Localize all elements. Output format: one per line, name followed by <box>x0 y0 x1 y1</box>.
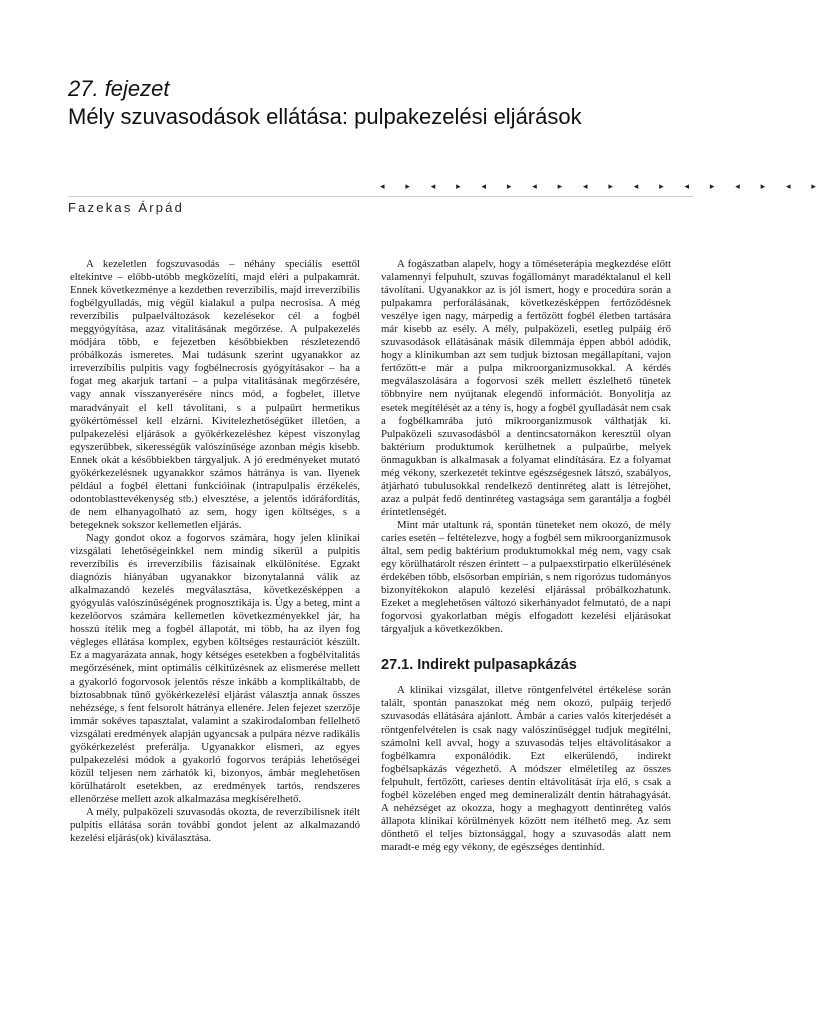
paragraph: A klinikai vizsgálat, illetve röntgenfelvétel értékelése során talált, spontán panaszokat még nem okozó, pulpáig terjedő szuvasodás ellátására ajánlott. Ámbár a caries valós kiterjedését a röntgenfelvételen is csak nagy valószínűséggel tudjuk megítélni, számolni kell avval, hogy a szuvasodás teljes eltávolításakor a fogbélkamra exponálódik. Ezt elkerülendő, indirekt fogbélsapkázás végezhető. A módszer elméletileg az összes felpuhult, fertőzött, carieses dentin eltávolítását írja elő, s csak a fogbél közelében enged meg demineralizált dentin hátrahagyását. A nehézséget az okozza, hogy a meghagyott dentinréteg valós állapota klinikai körülmények között nem ítélhető meg. Az sem dönthető el teljes biztonsággal, hogy a szuvasodás alatt nem maradt-e még egy vékony, de egészséges dentinhíd. <box>381 684 671 853</box>
right-column <box>381 258 671 854</box>
paragraph: A fogászatban alapelv, hogy a töméseterápia megkezdése előtt valamennyi felpuhult, szuvas fogállományt maradéktalanul el kell távolítani. Ugyanakkor az is jól ismert, hogy e procedúra során a pulpakamra perforálásának, következésképpen fertőződésnek veszélye igen nagy, márpedig a fertőzött fogbél életben tartására már kisebb az esély. A mély, pulpaközeli, esetleg pulpáig érő szuvasodások ellátásának másik dilemmája éppen abból adódik, hogy a klinikumban azt sem tudjuk biztosan megállapítani, vajon fertőzött-e már a pulpa mikroorganizmusokkal. A kérdés megválaszolására a fogorvosi szék mellett észlelhető tünetek többnyire nem nyújtanak elegendő információt. Bonyolítja az esetek megítélését az a tény is, hogy a fogbél gyulladását nem csak a fogbélkamrába jutó mikroorganizmusok válthatják ki. Pulpaközeli szuvasodásból a dentincsatornákon keresztül olyan baktérium produktumok kerülhetnek a pulpaűrbe, melyek önmagukban is alkalmasak a folyamat elindítására. Ez a folyamat még vékony, szerkezetét tekintve egészségesnek látszó, szabályos, átjárható tubulusokkal rendelkező dentinréteg alatt is létrejöhet, azaz a pulpát fedő dentinréteg vastagsága sem garantálja a fogbél érintetlenségét. <box>381 258 671 518</box>
paragraph: A mély, pulpaközeli szuvasodás okozta, de reverzíbilisnek ítélt pulpitis ellátása során további gondot jelent az alkalmazandó kezelési eljárás(ok) kiválasztása. <box>70 805 360 845</box>
chapter-number: 27. fejezet <box>68 76 170 101</box>
paragraph: Mint már utaltunk rá, spontán tüneteket nem okozó, de mély caries esetén – feltételezve, hogy a fogbél sem mikroorganizmusok által, sem pedig baktérium produktumokkal még nem, vagy csak egy körülhatárolt részen érintett – a pulpaexstirpatio elkerülésének érdekében több, elsősorban empírián, s nem rigorózus tudományos bizonyítékokon alapuló kezelési eljárással próbálkozhatunk. Ezeket a meglehetősen változó sikerhányadot felmutató, de a napi fogorvosi gyakorlatban mégis elfogadott kezelési eljárásokat tárgyaljuk a következőkben. <box>381 518 671 636</box>
section-heading: 27.1. Indirekt pulpasapkázás <box>381 657 577 674</box>
chapter-title: Mély szuvasodások ellátása: pulpakezelési eljárások <box>68 104 582 129</box>
paragraph: Nagy gondot okoz a fogorvos számára, hogy jelen klinikai vizsgálati lehetőségeinkkel nem mindig sikerül a pulpitis reverzíbilis és irreverzíbilis fázisainak elkülönítése. Egzakt diagnózis hiányában ugyanakkor bizonytalanná válik az alkalmazandó kezelés megválasztása, következésképpen a gyógyulás valószínűségének prognosztikája is. Úgy a beteg, mint a kezelőorvos számára kellemetlen következményekkel jár, ha hosszú ítélik meg a fogbél állapotát, mi több, ha az ilyen fog végleges ellátása komplex, egyben költséges restaurációt készült. Ez a magyarázata annak, hogy kétséges esetekben a fogbélvitalitás megőrzésének, mint optimális célkitűzésnek az elismerése mellett a gyakorló fogorvosok jelentős része inkább a komplikáltabb, de biztosabbnak tűnő gyökérkezelési eljárást választja annak összes nehézsége, s fent felsorolt hátránya ellenére. Jelen fejezet szerzője immár sokéves tapasztalat, valamint a szakirodalomban fellelhető vizsgálati eredmények alapján ugyancsak a pulpára nézve radikális gyökérkezelést preferálja. Ugyanakkor elismeri, az egyes pulpakezelési módok a gyakorló fogorvos terápiás lehetőségei közül teljesen nem zárhatók ki, bizonyos, ámbár meglehetősen körülhatárolt esetekben, az eredmények tartós, rendszeres ellenőrzése mellett azok alkalmazása megkísérelhető. <box>70 531 360 805</box>
author-name: Fazekas Árpád <box>68 200 185 215</box>
header-divider <box>68 196 693 197</box>
paragraph: A kezeletlen fogszuvasodás – néhány speciális esettől eltekintve – előbb-utóbb megközelíti, majd eléri a pulpakamrát. Ennek következménye a kezdetben reverzíbilis, majd irreverzíbilis fogbélgyulladás, míg végül kialakul a pulpa necrosisa. A még reverzíbilis pulpaelváltozások kezelésekor cél a fogbél meggyógyítása, azaz vitalitásának megőrzése. A pulpakezelés módjára több, e fejezetben későbbiekben részletezendő próbálkozás ismeretes. Mai tudásunk szerint ugyanakkor az irreverzíbilis pulpitis vagy fogbélnecrosis gyógyításakor – ha a fogat meg akarjuk tartani – a pulpa vitalitásának megőrzésére, vagy annak visszanyerésére nincs mód, a fogbelet, illetve maradványait el kell távolítani, s a pulpaűrt hermetikus gyökértöméssel kell elzárni. Kivitelezhetőségüket illetően, a pulpakezelési eljárások a gyökérkezeléshez képest viszonylag egyszerűbbek, sikerességük valószínűsége azonban mégis kisebb. Ennek okát a későbbiekben tárgyaljuk. A jó eredményeket mutató gyökérkezelésnek ugyanakkor számos hátránya is van. Ilyenek például a fogbél élettani funkcióinak (intrapulpalis érzékelés, odontoblasttevékenység stb.) elvesztése, a jelentős időráfordítás, de nem elhanyagolható az sem, hogy igen költséges, s a betegeknek sokszor kellemetlen eljárás. <box>70 258 360 531</box>
left-column <box>70 258 360 845</box>
decorative-arrow-row: ◂ ▸ ◂ ▸ ◂ ▸ ◂ ▸ ◂ ▸ ◂ ▸ ◂ ▸ ◂ ▸ ◂ ▸ <box>380 182 825 192</box>
